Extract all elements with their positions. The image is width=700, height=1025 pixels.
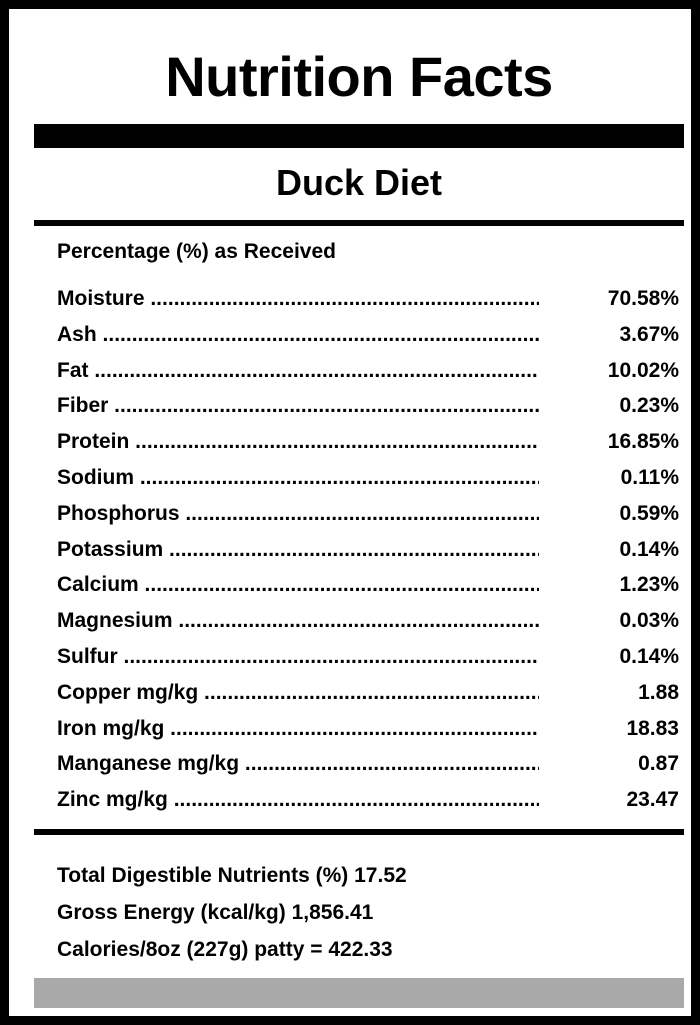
gross-energy: Gross Energy (kcal/kg) 1,856.41 xyxy=(57,901,374,924)
nutrient-name: Manganese mg/kg ..... xyxy=(57,748,539,780)
nutrient-value: 3.67% xyxy=(619,322,679,346)
title-divider-bar xyxy=(34,124,684,148)
label-subtitle: Duck Diet xyxy=(275,162,443,203)
nutrient-value: 0.14% xyxy=(619,644,679,668)
nutrient-name: Iron mg/kg ..... xyxy=(57,713,539,745)
nutrient-row-sodium xyxy=(57,462,679,498)
nutrient-row-sulfur xyxy=(57,641,679,677)
nutrient-value: 0.59% xyxy=(619,501,679,525)
nutrient-list xyxy=(57,283,679,820)
nutrient-value: 0.11% xyxy=(620,465,679,489)
nutrient-row-ash xyxy=(57,319,679,355)
nutrient-name: Magnesium ..... xyxy=(57,605,539,637)
total-digestible-nutrients: Total Digestible Nutrients (%) 17.52 xyxy=(57,864,407,887)
nutrient-name: Fat ..... xyxy=(57,355,539,387)
nutrient-value: 0.23% xyxy=(619,394,679,418)
nutrient-name: Fiber ..... xyxy=(57,390,539,422)
nutrient-row-calcium xyxy=(57,569,679,605)
nutrient-name: Copper mg/kg ..... xyxy=(57,677,539,709)
nutrient-value: 10.02% xyxy=(607,358,679,382)
nutrient-row-copper xyxy=(57,677,679,713)
nutrient-name: Potassium ..... xyxy=(57,534,539,566)
nutrient-name: Sulfur ..... xyxy=(57,641,539,673)
nutrient-row-fiber xyxy=(57,390,679,426)
nutrient-row-protein xyxy=(57,426,679,462)
nutrient-name: Sodium ..... xyxy=(57,462,539,494)
bottom-gray-bar xyxy=(34,978,684,1008)
section-header: Percentage (%) as Received xyxy=(57,240,336,263)
footer-divider xyxy=(34,829,684,835)
nutrient-name: Moisture ..... xyxy=(57,283,539,315)
nutrient-name: Phosphorus ..... xyxy=(57,498,539,530)
nutrient-value: 0.03% xyxy=(619,609,679,633)
nutrient-row-phosphorus xyxy=(57,498,679,534)
nutrient-value: 0.14% xyxy=(619,537,679,561)
nutrient-name: Calcium ..... xyxy=(57,569,539,601)
label-title: Nutrition Facts xyxy=(165,45,553,108)
calories-per-patty: Calories/8oz (227g) patty = 422.33 xyxy=(57,938,393,961)
nutrient-value: 16.85% xyxy=(607,430,679,454)
nutrient-row-manganese xyxy=(57,748,679,784)
nutrient-row-magnesium xyxy=(57,605,679,641)
nutrient-value: 70.58% xyxy=(607,287,679,310)
nutrient-row-iron xyxy=(57,713,679,749)
nutrient-value: 18.83 xyxy=(626,716,679,740)
nutrient-row-moisture xyxy=(57,283,679,319)
nutrient-value: 1.88 xyxy=(638,680,679,704)
section-divider xyxy=(34,220,684,226)
energy-summary xyxy=(57,857,677,968)
nutrient-row-fat xyxy=(57,355,679,391)
nutrient-value: 1.23% xyxy=(619,573,679,597)
nutrient-value: 23.47 xyxy=(626,788,679,812)
nutrient-row-zinc xyxy=(57,784,679,820)
nutrient-value: 0.87 xyxy=(638,752,679,776)
nutrient-name: Zinc mg/kg ..... xyxy=(57,784,539,816)
nutrient-name: Protein ..... xyxy=(57,426,539,458)
nutrient-row-potassium xyxy=(57,534,679,570)
nutrient-name: Ash ..... xyxy=(57,319,539,351)
